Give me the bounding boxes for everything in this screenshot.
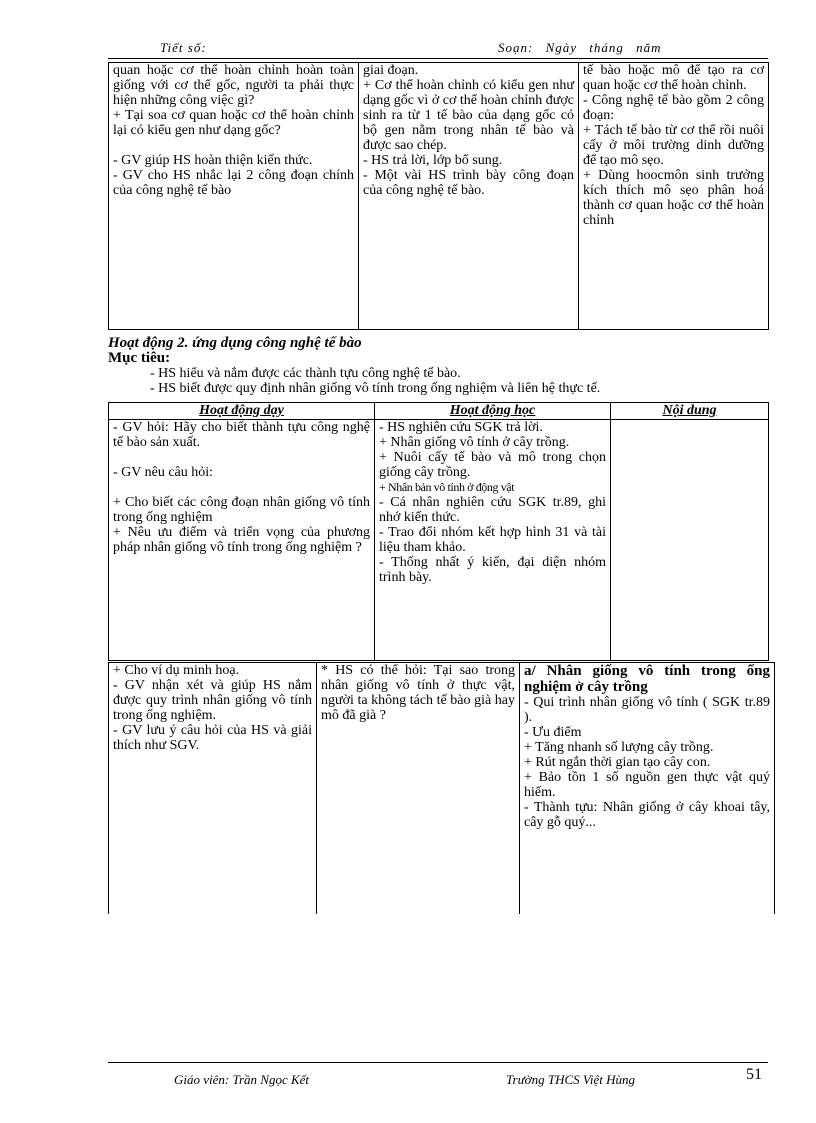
cell-paragraph: - Công nghệ tế bào gồm 2 công đoạn:: [583, 93, 764, 123]
school-name: Trường THCS Việt Hùng: [506, 1072, 635, 1087]
cell-paragraph: + Tại soa cơ quan hoặc cơ thể hoàn chỉnh lại có kiểu gen như dạng gốc?: [113, 108, 354, 138]
activity-section: [108, 336, 768, 396]
cell-paragraph: - Thống nhất ý kiến, đại diện nhóm trình bày.: [379, 555, 606, 585]
cell-paragraph: + Dùng hoocmôn sinh trưởng kích thích mô sẹo phân hoá thành cơ quan hoặc cơ thể hoàn chỉnh: [583, 168, 764, 228]
student-activity-cell: [359, 63, 579, 330]
cell-paragraph: + Nhân giống vô tính ở cây trồng.: [379, 435, 570, 450]
cell-paragraph: - GV giúp HS hoàn thiện kiến thức.: [113, 153, 313, 168]
cell-paragraph: - Ưu điểm: [524, 725, 582, 740]
cell-paragraph: + Tách tế bào từ cơ thể rồi nuôi cấy ở môi trường dinh dưỡng để tạo mô sẹo.: [583, 123, 764, 168]
objectives-heading: Mục tiêu:: [108, 350, 171, 366]
cell-paragraph: + Cho ví dụ minh hoạ.: [113, 663, 240, 678]
column-header: Hoạt động dạy: [109, 403, 375, 420]
objective-item: - HS hiểu và nắm được các thành tựu công nghệ tế bào.: [150, 366, 461, 381]
activity-table-continued: [108, 662, 775, 914]
activity-table: [108, 402, 769, 661]
continued-activity-table: [108, 62, 769, 330]
content-cell: [520, 663, 775, 915]
cell-paragraph: + Bảo tồn 1 số nguồn gen thực vật quý hiếm.: [524, 770, 770, 800]
cell-paragraph: + Cho biết các công đoạn nhân giống vô tính trong ống nghiệm: [113, 495, 370, 525]
prepared-date-label: Soạn: Ngày tháng năm: [498, 40, 662, 55]
cell-paragraph: - Thành tựu: Nhân giống ở cây khoai tây, cây gỗ quý...: [524, 800, 770, 830]
cell-paragraph: - Trao đổi nhóm kết hợp hình 31 và tài liệu tham khảo.: [379, 525, 606, 555]
cell-paragraph: - GV lưu ý câu hỏi của HS và giải thích như SGV.: [113, 723, 312, 753]
cell-paragraph: - GV nêu câu hỏi:: [113, 465, 214, 480]
cell-paragraph: + Nhân bản vô tính ở động vật: [379, 480, 515, 494]
cell-paragraph: [113, 480, 370, 495]
lesson-number-label: Tiết số:: [160, 40, 207, 55]
teacher-activity-cell: [109, 63, 359, 330]
cell-paragraph: tế bào hoặc mô để tạo ra cơ quan hoặc cơ thể hoàn chỉnh.: [583, 63, 764, 93]
teacher-activity-cell: [109, 663, 317, 915]
cell-paragraph: + Nuôi cấy tế bào và mô trong chọn giống cây trồng.: [379, 450, 606, 480]
content-heading: a/ Nhân giống vô tính trong ống nghiệm ở cây trồng: [524, 663, 770, 695]
footer-rule: [108, 1062, 768, 1063]
page-number: 51: [746, 1066, 762, 1083]
cell-paragraph: quan hoặc cơ thể hoàn chỉnh hoàn toàn giống với cơ thể gốc, người ta phải thực hiện những công việc gì?: [113, 63, 354, 108]
cell-paragraph: - Qui trình nhân giống vô tính ( SGK tr.89 ).: [524, 695, 770, 725]
cell-paragraph: - GV cho HS nhắc lại 2 công đoạn chính của công nghệ tế bào: [113, 168, 354, 198]
cell-paragraph: + Cơ thể hoàn chỉnh có kiểu gen như dạng gốc vì ở cơ thể hoàn chỉnh được sinh ra từ 1 tế bào của dạng gốc có bộ gen nằm trong nhân tế bào và được sao chép.: [363, 78, 574, 153]
objective-item: - HS biết được quy định nhân giống vô tính trong ống nghiệm và liên hệ thực tế.: [150, 381, 601, 396]
cell-paragraph: + Rút ngắn thời gian tạo cây con.: [524, 755, 711, 770]
cell-paragraph: - GV hỏi: Hãy cho biết thành tựu công nghệ tế bào sản xuất.: [113, 420, 370, 450]
content-cell: [611, 420, 769, 661]
cell-paragraph: + Nêu ưu điểm và triển vọng của phương pháp nhân giống vô tính trong ống nghiệm ?: [113, 525, 370, 555]
cell-paragraph: [113, 450, 370, 465]
header-rule: [108, 58, 768, 59]
cell-paragraph: - Cá nhân nghiên cứu SGK tr.89, ghi nhớ kiến thức.: [379, 495, 606, 525]
cell-paragraph: [113, 138, 354, 153]
cell-paragraph: - HS trả lời, lớp bổ sung.: [363, 153, 503, 168]
column-header: Nội dung: [611, 403, 769, 420]
page-header: [108, 38, 768, 58]
cell-paragraph: + Tăng nhanh số lượng cây trồng.: [524, 740, 714, 755]
teacher-name: Giáo viên: Trần Ngọc Kết: [174, 1072, 310, 1087]
cell-paragraph: - HS nghiên cứu SGK trả lời.: [379, 420, 543, 435]
teacher-activity-cell: [109, 420, 375, 661]
cell-paragraph: * HS có thể hỏi: Tại sao trong nhân giống vô tính ở thực vật, người ta không tách tế bào già hay mô đã già ?: [321, 663, 515, 723]
student-activity-cell: [375, 420, 611, 661]
cell-paragraph: - GV nhận xét và giúp HS nắm được quy trình nhân giống vô tính trong ống nghiệm.: [113, 678, 312, 723]
content-cell: [579, 63, 769, 330]
column-header: Hoạt động học: [375, 403, 611, 420]
activity-title: Hoạt động 2. ứng dụng công nghệ tế bào: [108, 335, 362, 351]
cell-paragraph: - Một vài HS trình bày công đoạn của công nghệ tế bào.: [363, 168, 574, 198]
student-activity-cell: [317, 663, 520, 915]
cell-paragraph: giai đoạn.: [363, 63, 419, 78]
